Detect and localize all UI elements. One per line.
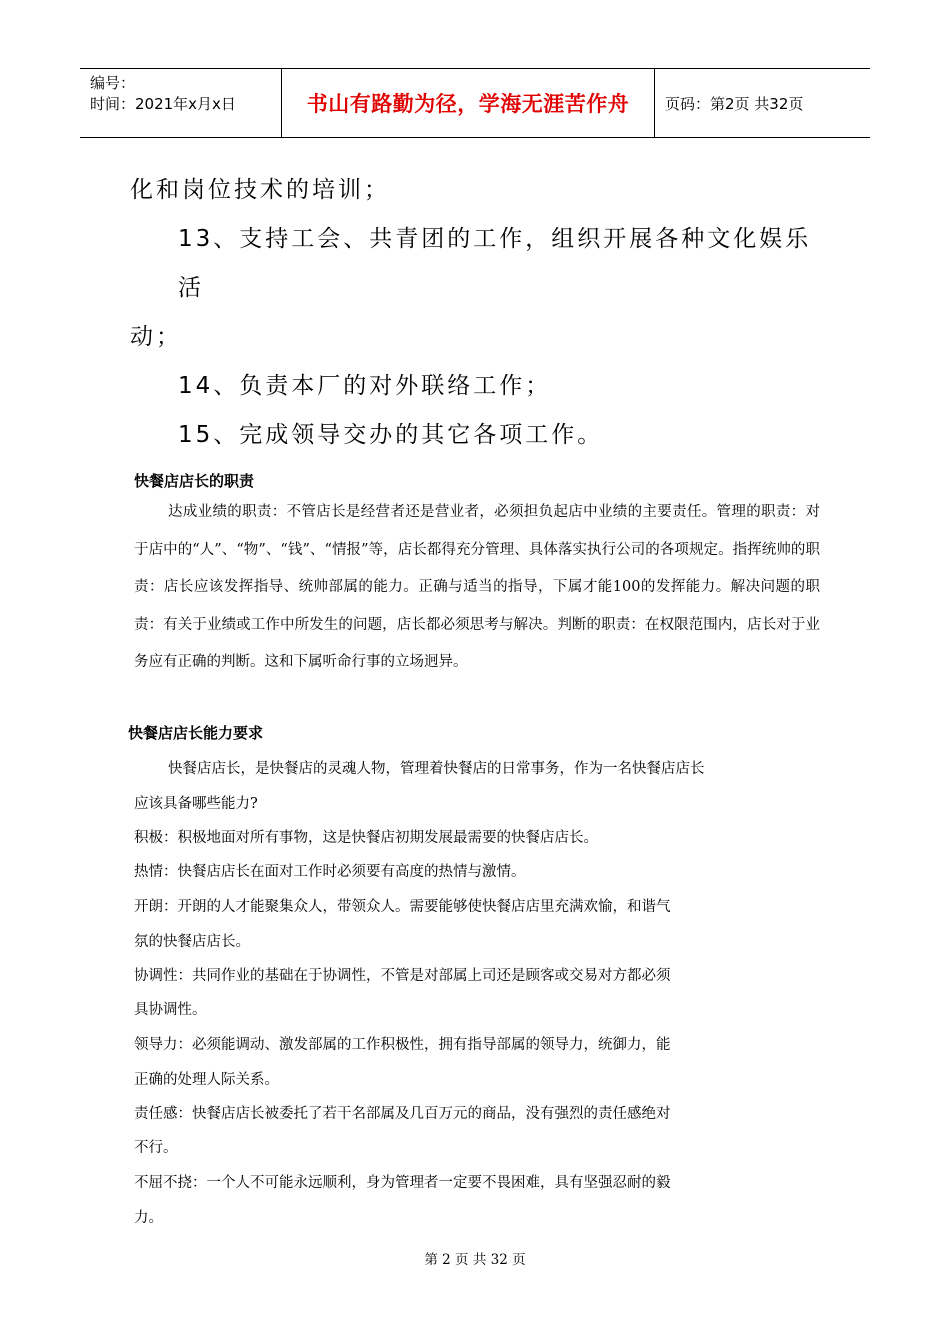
- duties-list: [130, 166, 830, 460]
- ability-line: 快餐店店长，是快餐店的灵魂人物，管理着快餐店的日常事务，作为一名快餐店店长: [168, 761, 705, 777]
- header-motto: 书山有路勤为径，学海无涯苦作舟: [282, 69, 655, 137]
- document-number-label: 编号：: [90, 74, 136, 92]
- section-title-duties: 快餐店店长的职责: [134, 472, 255, 490]
- page-header: [80, 68, 870, 138]
- header-meta: [80, 69, 282, 137]
- header-page-info: 页码：第2页 共32页: [665, 94, 804, 113]
- duty-line: 14、负责本厂的对外联络工作；: [178, 373, 552, 399]
- ability-line: 应该具备哪些能力?: [134, 796, 258, 812]
- ability-line: 协调性：共同作业的基础在于协调性，不管是对部属上司还是顾客或交易对方都必须: [134, 968, 671, 984]
- ability-line: 开朗：开朗的人才能聚集众人，带领众人。需要能够使快餐店店里充满欢愉，和谐气: [134, 899, 671, 915]
- ability-line: 积极：积极地面对所有事物，这是快餐店初期发展最需要的快餐店店长。: [134, 830, 598, 846]
- duty-line: 动；: [130, 324, 182, 350]
- ability-line: 热情：快餐店店长在面对工作时必须要有高度的热情与激情。: [134, 864, 526, 880]
- ability-line: 具协调性。: [134, 1002, 207, 1018]
- ability-line: 不屈不挠：一个人不可能永远顺利，身为管理者一定要不畏困难，具有坚强忍耐的毅: [134, 1175, 671, 1191]
- ability-line: 氛的快餐店店长。: [134, 934, 250, 950]
- ability-line: 不行。: [134, 1140, 178, 1156]
- duty-line: 13、支持工会、共青团的工作，组织开展各种文化娱乐活: [178, 226, 812, 301]
- duty-line: 化和岗位技术的培训；: [130, 177, 390, 203]
- page-footer: 第 2 页 共 32 页: [424, 1252, 526, 1268]
- section-title-abilities: 快餐店店长能力要求: [128, 724, 264, 742]
- ability-line: 领导力：必须能调动、激发部属的工作积极性，拥有指导部属的领导力，统御力，能: [134, 1037, 671, 1053]
- ability-line: 力。: [134, 1210, 163, 1226]
- ability-line: 责任感：快餐店店长被委托了若干名部属及几百万元的商品，没有强烈的责任感绝对: [134, 1106, 671, 1122]
- ability-line: 正确的处理人际关系。: [134, 1072, 279, 1088]
- duties-paragraph: 达成业绩的职责：不管店长是经营者还是营业者，必须担负起店中业绩的主要责任。管理的职责：对于店中的“人”、“物”、“钱”、“情报”等，店长都得充分管理、具体落实执行公司的各项规定。指挥统帅的职责：店长应该发挥指导、统帅部属的能力。正确与适当的指导，下属才能100的发挥能力。解决问题的职责：有关于业绩或工作中所发生的问题，店长都必须思考与解决。判断的职责：在权限范围内，店长对于业务应有正确的判断。这和下属听命行事的立场迥异。: [134, 504, 820, 671]
- document-time-label: 时间：2021年x月x日: [90, 95, 236, 113]
- duty-line: 15、完成领导交办的其它各项工作。: [178, 422, 604, 448]
